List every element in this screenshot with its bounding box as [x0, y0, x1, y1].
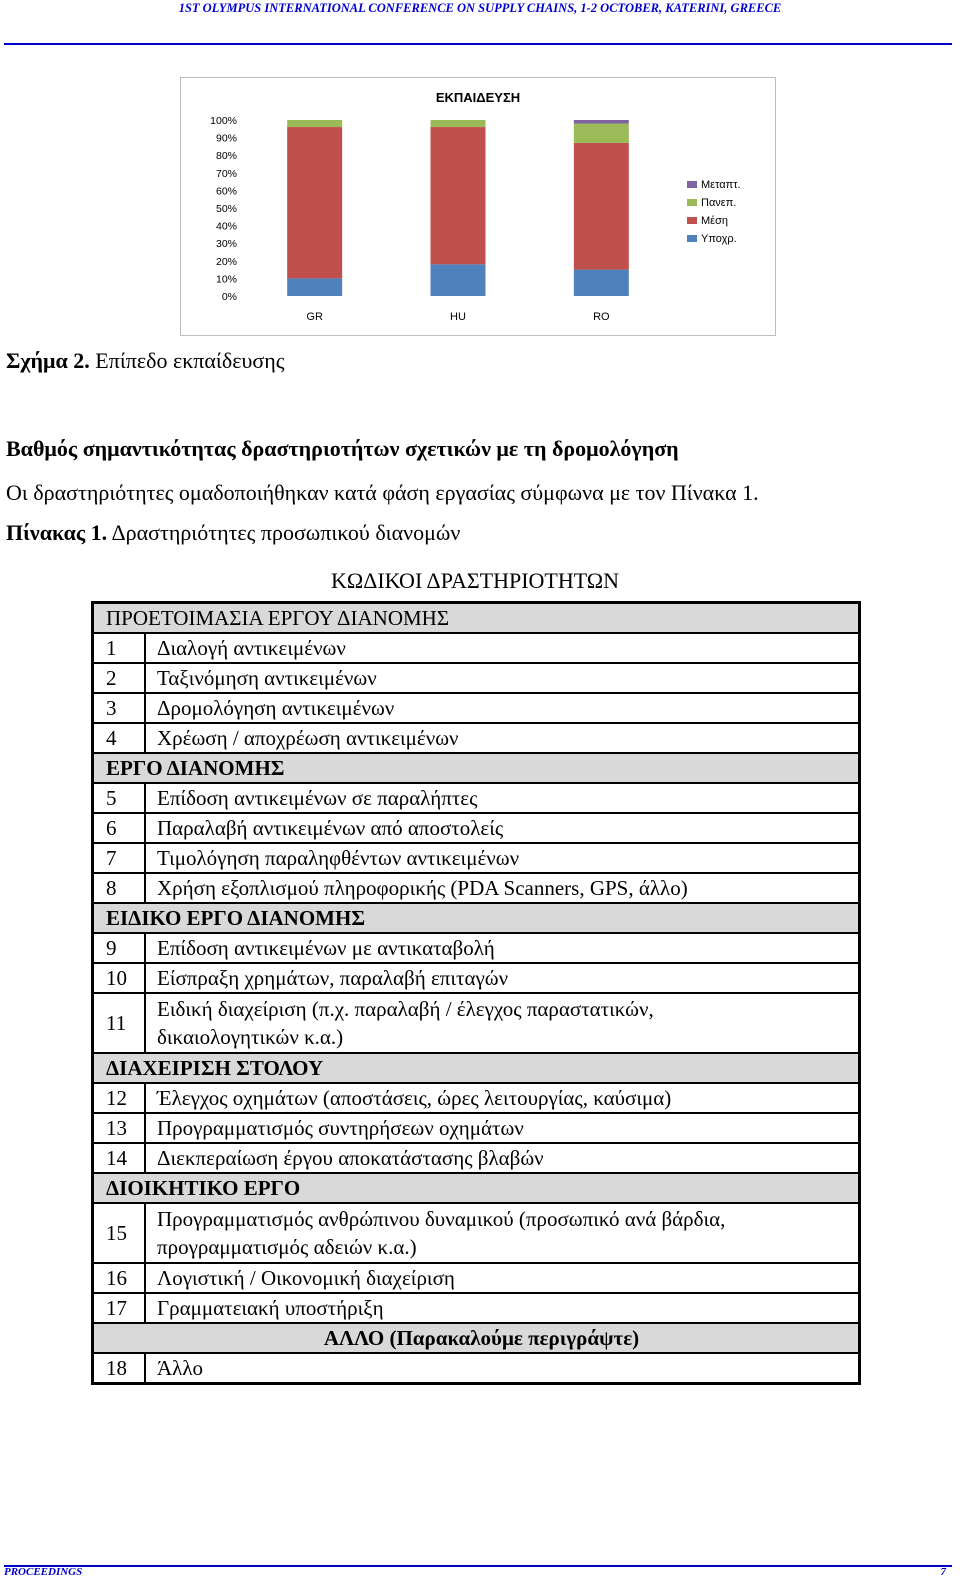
figure-caption — [6, 348, 284, 374]
table-row — [93, 1263, 860, 1293]
row-text — [145, 993, 860, 1053]
table-row — [93, 873, 860, 903]
table-row — [93, 993, 860, 1053]
row-number: 5 — [93, 783, 146, 813]
footer-proceedings: PROCEEDINGS — [4, 1566, 83, 1578]
row-number: 12 — [93, 1083, 146, 1113]
y-tick-label: 10% — [215, 273, 237, 286]
intro-paragraph: Οι δραστηριότητες ομαδοποιήθηκαν κατά φάση εργασίας σύμφωνα με τον Πίνακα 1. — [6, 480, 759, 505]
table-title-label: Πίνακας 1. — [6, 520, 108, 545]
row-text: Γραμματειακή υποστήριξη — [145, 1293, 860, 1323]
y-tick-label: 100% — [210, 115, 237, 127]
section-row — [93, 1323, 860, 1353]
legend-swatch — [687, 235, 697, 242]
row-text-line1: Προγραμματισμός ανθρώπινου δυναμικού (προσωπικό ανά βάρδια, — [157, 1207, 726, 1231]
row-text: Χρήση εξοπλισμού πληροφορικής (PDA Scanners, GPS, άλλο) — [145, 873, 860, 903]
table-row — [93, 1203, 860, 1263]
y-tick-label: 50% — [215, 203, 237, 215]
bar-segment — [574, 270, 629, 296]
section-row — [93, 753, 860, 783]
section-title: ΔΙΑΧΕΙΡΙΣΗ ΣΤΟΛΟΥ — [93, 1053, 860, 1083]
table-row — [93, 1113, 860, 1143]
bar-segment — [287, 127, 342, 278]
section-row — [93, 1053, 860, 1083]
education-chart — [180, 77, 776, 336]
row-number: 14 — [93, 1143, 146, 1173]
row-number: 10 — [93, 963, 146, 993]
row-text-line1: Ειδική διαχείριση (π.χ. παραλαβή / έλεγχος παραστατικών, — [157, 997, 654, 1021]
legend-swatch — [687, 181, 697, 188]
row-text: Άλλο — [145, 1353, 860, 1384]
row-text: Ταξινόμηση αντικειμένων — [145, 663, 860, 693]
conference-header: 1ST OLYMPUS INTERNATIONAL CONFERENCE ON SUPPLY CHAINS, 1-2 OCTOBER, KATERINI, GREECE — [178, 1, 782, 15]
x-tick-label: RO — [593, 311, 610, 323]
row-number: 1 — [93, 633, 146, 663]
row-number: 13 — [93, 1113, 146, 1143]
section-heading: Βαθμός σημαντικότητας δραστηριοτήτων σχετικών με τη δρομολόγηση — [6, 436, 679, 461]
section-row — [93, 903, 860, 933]
table-row — [93, 1293, 860, 1323]
row-number: 16 — [93, 1263, 146, 1293]
x-tick-label: GR — [306, 311, 323, 323]
legend-label: Πανεπ. — [701, 197, 737, 209]
bar-segment — [287, 278, 342, 296]
bar-segment — [431, 264, 486, 296]
section-title: ΕΙΔΙΚΟ ΕΡΓΟ ΔΙΑΝΟΜΗΣ — [93, 903, 860, 933]
row-text: Έλεγχος οχημάτων (αποστάσεις, ώρες λειτουργίας, καύσιμα) — [145, 1083, 860, 1113]
row-text: Δρομολόγηση αντικειμένων — [145, 693, 860, 723]
table-row — [93, 843, 860, 873]
page-number: 7 — [940, 1566, 946, 1578]
figure-caption-label: Σχήμα 2. — [6, 348, 90, 373]
row-number: 9 — [93, 933, 146, 963]
y-tick-label: 90% — [215, 132, 237, 145]
y-tick-label: 70% — [215, 167, 237, 180]
bar-segment — [574, 120, 629, 124]
legend-label: Υποχρ. — [701, 233, 737, 245]
table-row — [93, 633, 860, 663]
legend-label: Μεταπτ. — [701, 179, 741, 191]
bar-segment — [574, 124, 629, 143]
section-title: ΔΙΟΙΚΗΤΙΚΟ ΕΡΓΟ — [93, 1173, 860, 1203]
row-number: 8 — [93, 873, 146, 903]
row-text: Χρέωση / αποχρέωση αντικειμένων — [145, 723, 860, 753]
x-tick-label: HU — [450, 311, 466, 323]
row-text: Παραλαβή αντικειμένων από αποστολείς — [145, 813, 860, 843]
bar-segment — [574, 143, 629, 270]
row-text: Διαλογή αντικειμένων — [145, 633, 860, 663]
row-text: Τιμολόγηση παραληφθέντων αντικειμένων — [145, 843, 860, 873]
section-row — [93, 603, 860, 634]
legend-swatch — [687, 199, 697, 206]
y-tick-label: 80% — [215, 150, 237, 163]
row-text-line2: δικαιολογητικών κ.α.) — [157, 1025, 344, 1049]
bar-segment — [431, 120, 486, 127]
legend-swatch — [687, 217, 697, 224]
row-number: 6 — [93, 813, 146, 843]
row-text-line2: προγραμματισμός αδειών κ.α.) — [157, 1235, 417, 1259]
row-text: Επίδοση αντικειμένων σε παραλήπτες — [145, 783, 860, 813]
table-row — [93, 933, 860, 963]
row-number: 7 — [93, 843, 146, 873]
table-row — [93, 723, 860, 753]
table-title — [6, 520, 460, 546]
activities-table — [91, 601, 861, 1385]
y-tick-label: 0% — [221, 291, 237, 303]
table-row — [93, 813, 860, 843]
table-row — [93, 1083, 860, 1113]
table-row — [93, 1353, 860, 1384]
table-row — [93, 963, 860, 993]
chart-svg — [181, 78, 775, 335]
table-row — [93, 1143, 860, 1173]
row-number: 18 — [93, 1353, 146, 1384]
row-text: Διεκπεραίωση έργου αποκατάστασης βλαβών — [145, 1143, 860, 1173]
row-text — [145, 1203, 860, 1263]
section-title: ΕΡΓΟ ΔΙΑΝΟΜΗΣ — [93, 753, 860, 783]
y-tick-label: 60% — [215, 185, 237, 198]
y-tick-label: 20% — [215, 255, 237, 268]
table-title-text: Δραστηριότητες προσωπικού διανομών — [107, 520, 461, 545]
table-row — [93, 693, 860, 723]
row-number: 3 — [93, 693, 146, 723]
chart-title: ΕΚΠΑΙΔΕΥΣΗ — [435, 90, 521, 105]
table-row — [93, 663, 860, 693]
row-number: 15 — [93, 1203, 146, 1263]
row-text: Επίδοση αντικειμένων με αντικαταβολή — [145, 933, 860, 963]
footer-rule — [4, 1565, 952, 1567]
y-tick-label: 40% — [215, 220, 237, 233]
row-text: Λογιστική / Οικονομική διαχείριση — [145, 1263, 860, 1293]
row-number: 4 — [93, 723, 146, 753]
row-text: Προγραμματισμός συντηρήσεων οχημάτων — [145, 1113, 860, 1143]
y-tick-label: 30% — [215, 238, 237, 251]
row-number: 2 — [93, 663, 146, 693]
bar-segment — [431, 127, 486, 264]
figure-caption-text: Επίπεδο εκπαίδευσης — [89, 348, 285, 373]
section-row — [93, 1173, 860, 1203]
row-number: 17 — [93, 1293, 146, 1323]
header-rule — [4, 43, 952, 45]
row-text: Είσπραξη χρημάτων, παραλαβή επιταγών — [145, 963, 860, 993]
legend-label: Μέση — [701, 215, 728, 227]
codes-title: ΚΩΔΙΚΟΙ ΔΡΑΣΤΗΡΙΟΤΗΤΩΝ — [330, 568, 620, 593]
section-title: ΑΛΛΟ (Παρακαλούμε περιγράψτε) — [93, 1323, 860, 1353]
bar-segment — [287, 120, 342, 127]
row-number: 11 — [93, 993, 146, 1053]
section-title: ΠΡΟΕΤΟΙΜΑΣΙΑ ΕΡΓΟΥ ΔΙΑΝΟΜΗΣ — [93, 603, 860, 634]
table-row — [93, 783, 860, 813]
